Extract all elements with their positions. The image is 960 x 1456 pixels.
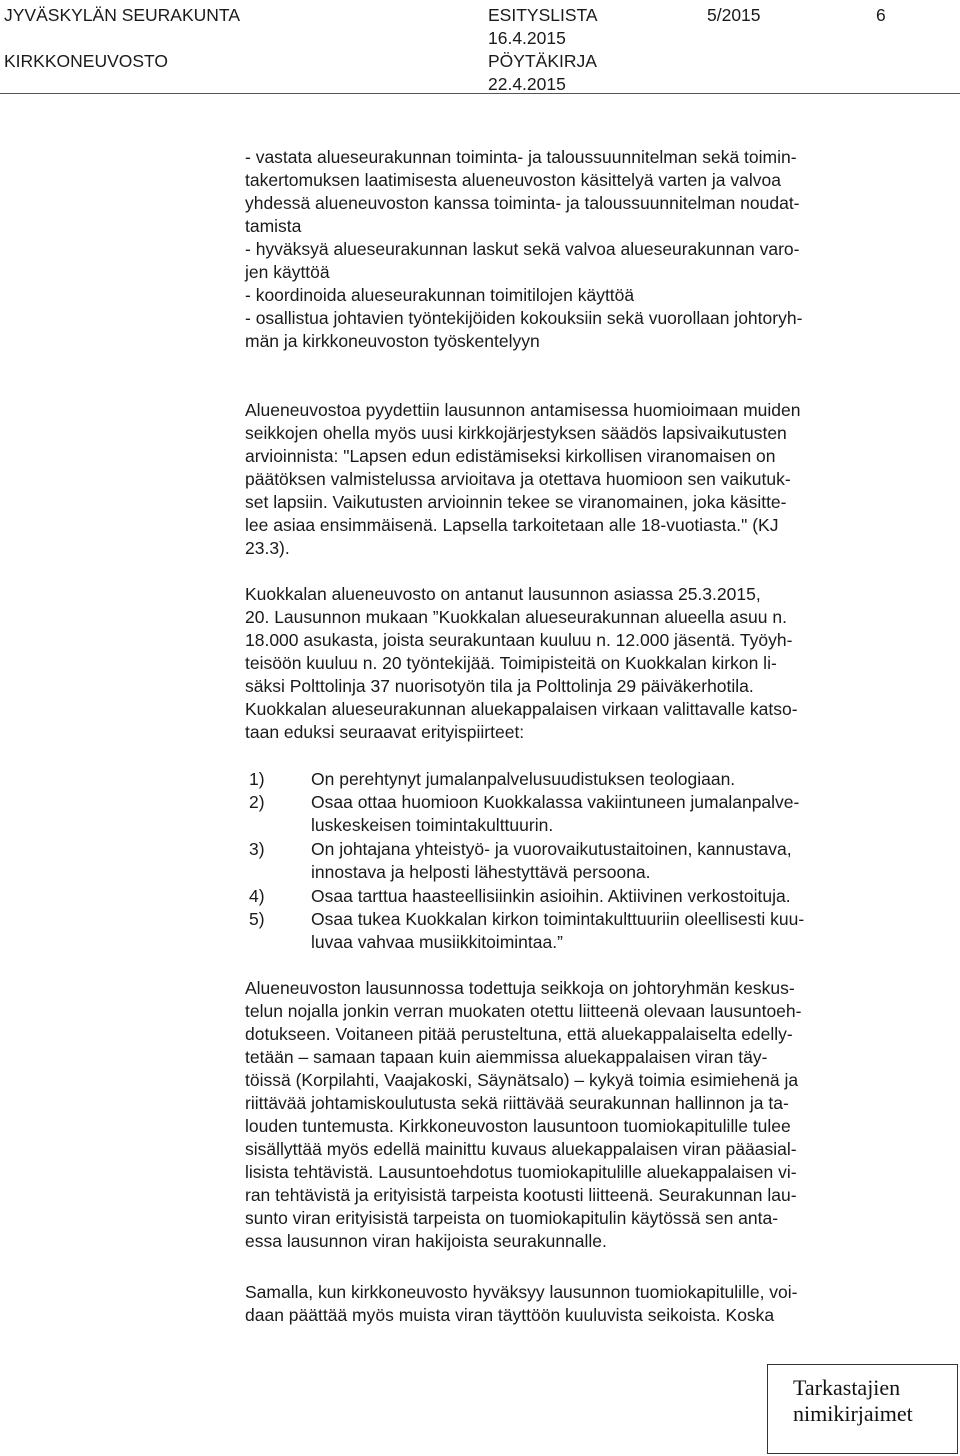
minutes-label: PÖYTÄKIRJA <box>488 51 597 71</box>
agenda-date: 16.4.2015 <box>488 28 566 48</box>
duties-line: - osallistua johtavien työntekijöiden kokouksiin sekä vuorollaan johtoryh- <box>245 308 803 328</box>
agenda-label: ESITYSLISTA <box>488 5 598 25</box>
list-number: 5) <box>249 909 265 929</box>
paragraph-line: Alueneuvoston lausunnossa todettuja seikkoja on johtoryhmän keskus- <box>245 978 795 998</box>
paragraph-line: ran tehtävistä ja erityisistä tarpeista kootusti liitteenä. Seurakunnan lau- <box>245 1185 797 1205</box>
paragraph-line: tetään – samaan tapaan kuin aiemmissa aluekappalaisen viran täy- <box>245 1047 768 1067</box>
duties-line: män ja kirkkoneuvoston työskentelyyn <box>245 331 540 351</box>
list-number: 3) <box>249 839 265 859</box>
paragraph-line: 18.000 asukasta, joista seurakuntaan kuuluu n. 12.000 jäsentä. Työyh- <box>245 630 793 650</box>
initials-box-label: nimikirjaimet <box>793 1401 913 1426</box>
paragraph-line: louden tuntemusta. Kirkkoneuvoston lausuntoon tuomiokapitulille tulee <box>245 1116 791 1136</box>
list-item-continuation: luskeskeisen toimintakulttuurin. <box>311 815 554 835</box>
issue-number: 5/2015 <box>707 5 761 25</box>
paragraph-line: sunto viran erityisistä tarpeista on tuomiokapitulin käytössä sen anta- <box>245 1208 779 1228</box>
list-item: Osaa ottaa huomioon Kuokkalassa vakiintuneen jumalanpalve- <box>311 792 800 812</box>
list-item-continuation: innostava ja helposti lähestyttävä persoona. <box>311 862 651 882</box>
list-number: 2) <box>249 792 265 812</box>
paragraph-line: seikkojen ohella myös uusi kirkkojärjestyksen säädös lapsivaikutusten <box>245 423 787 443</box>
list-item: On perehtynyt jumalanpalvelusuudistuksen teologiaan. <box>311 769 736 789</box>
paragraph-line: 23.3). <box>245 538 290 558</box>
paragraph-line: riittävää johtamiskoulutusta sekä riittävää seurakunnan hallinnon ja ta- <box>245 1093 789 1113</box>
list-item: On johtajana yhteistyö- ja vuorovaikutustaitoinen, kannustava, <box>311 839 792 859</box>
paragraph-line: set lapsiin. Vaikutusten arvioinnin tekee se viranomainen, joka käsitte- <box>245 492 787 512</box>
minutes-date: 22.4.2015 <box>488 74 566 94</box>
paragraph-line <box>245 583 761 605</box>
paragraph-line: dotukseen. Voitaneen pitää perusteltuna, että aluekappalaiselta edelly- <box>245 1024 793 1044</box>
duties-line: - koordinoida alueseurakunnan toimitilojen käyttöä <box>245 285 635 305</box>
paragraph-line: sisällyttää myös edellä mainittu kuvaus aluekappalaisen viran pääasial- <box>245 1139 797 1159</box>
list-number: 1) <box>249 769 265 789</box>
paragraph-line: Samalla, kun kirkkoneuvosto hyväksyy lausunnon tuomiokapitulille, voi- <box>245 1282 798 1302</box>
duties-line: yhdessä alueneuvoston kanssa toiminta- ja taloussuunnitelman noudat- <box>245 193 800 213</box>
initials-box-label: Tarkastajien <box>793 1375 901 1400</box>
paragraph-line: taan eduksi seuraavat erityispiirteet: <box>245 722 525 742</box>
inspector-initials-box <box>767 1364 958 1454</box>
paragraph-line: teisöön kuuluu n. 20 työntekijää. Toimipisteitä on Kuokkalan kirkon li- <box>245 653 777 673</box>
paragraph-line: daan päättää myös muista viran täyttöön kuuluvista seikoista. Koska <box>245 1305 775 1325</box>
paragraph-line: arvioinnista: "Lapsen edun edistämiseksi kirkollisen viranomaisen on <box>245 446 776 466</box>
paragraph-line: 20. Lausunnon mukaan ”Kuokkalan alueseurakunnan alueella asuu n. <box>245 607 787 627</box>
paragraph-line: lee asiaa ensimmäisenä. Lapsella tarkoitetaan alle 18-vuotiasta." (KJ <box>245 515 779 535</box>
list-item-continuation: luvaa vahvaa musiikkitoimintaa.” <box>311 932 563 952</box>
paragraph-line: säksi Polttolinja 37 nuorisotyön tila ja Polttolinja 29 päiväkerhotila. <box>245 676 754 696</box>
organization-name: JYVÄSKYLÄN SEURAKUNTA <box>4 5 240 25</box>
duties-line: jen käyttöä <box>245 262 330 282</box>
duties-line: tamista <box>245 216 302 236</box>
header-divider <box>0 93 960 94</box>
council-name: KIRKKONEUVOSTO <box>4 51 169 71</box>
paragraph-line: päätöksen valmistelussa arvioitava ja otettava huomioon sen vaikutuk- <box>245 469 791 489</box>
list-number: 4) <box>249 886 265 906</box>
statement-intro-text: Kuokkalan alueneuvosto on antanut lausunnon asiassa 25.3.2015, <box>245 584 761 604</box>
paragraph-line: Kuokkalan alueseurakunnan aluekappalaisen virkaan valittavalle katso- <box>245 699 798 719</box>
page-number: 6 <box>876 5 886 25</box>
paragraph-line: Alueneuvostoa pyydettiin lausunnon antamisessa huomioimaan muiden <box>245 400 801 420</box>
duties-line: takertomuksen laatimisesta alueneuvoston käsittelyä varten ja valvoa <box>245 170 781 190</box>
paragraph-line: lisista tehtävistä. Lausuntoehdotus tuomiokapitulille aluekappalaisen vi- <box>245 1162 797 1182</box>
duties-line: - hyväksyä alueseurakunnan laskut sekä valvoa alueseurakunnan varo- <box>245 239 800 259</box>
list-item: Osaa tukea Kuokkalan kirkon toimintakulttuuriin oleellisesti kuu- <box>311 909 805 929</box>
paragraph-line: essa lausunnon viran hakijoista seurakunnalle. <box>245 1231 607 1251</box>
list-item: Osaa tarttua haasteellisiinkin asioihin. Aktiivinen verkostoituja. <box>311 886 791 906</box>
duties-line: - vastata alueseurakunnan toiminta- ja taloussuunnitelman sekä toimin- <box>245 147 797 167</box>
paragraph-line: telun nojalla jonkin verran muokaten otettu liitteenä olevaan lausuntoeh- <box>245 1001 802 1021</box>
paragraph-line: töissä (Korpilahti, Vaajakoski, Säynätsalo) – kykyä toimia esimiehenä ja <box>245 1070 799 1090</box>
